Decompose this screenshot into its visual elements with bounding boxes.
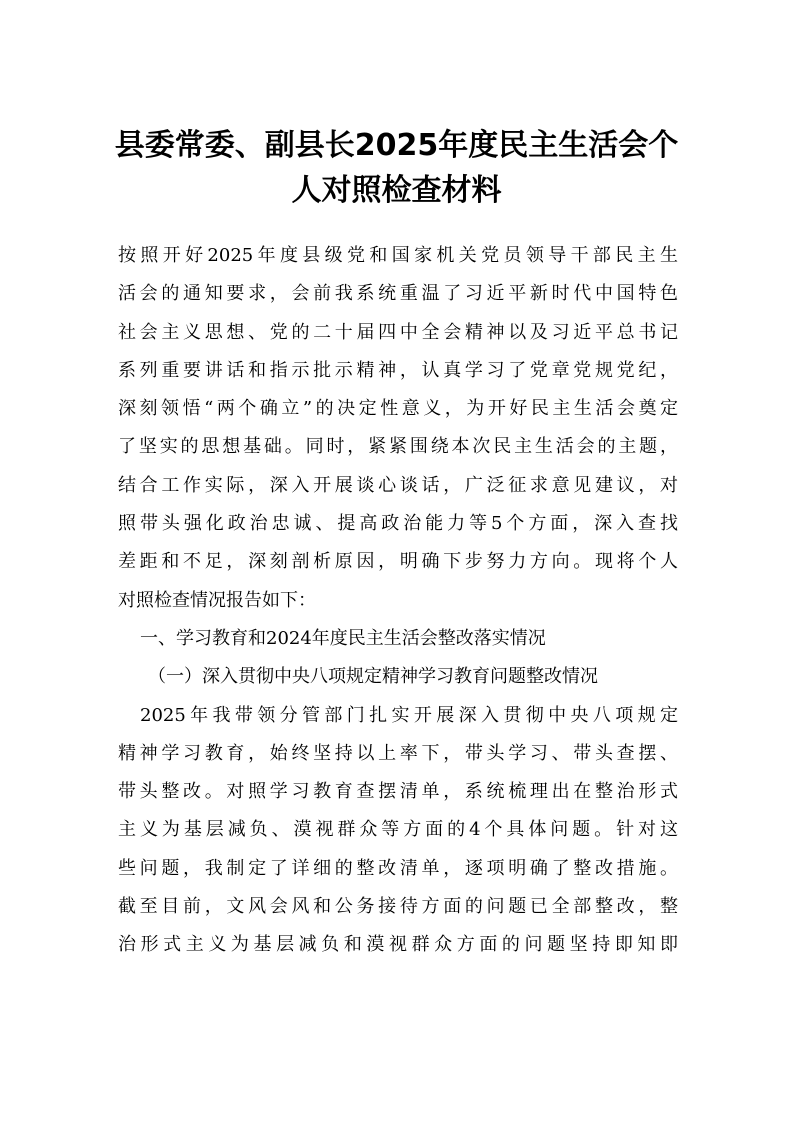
body-line: 对照检查情况报告如下： [118, 589, 316, 611]
body-line: 治形式主义为基层减负和漠视群众方面的问题坚持即知即 [118, 934, 678, 956]
section-heading: 一、学习教育和2024年度民主生活会整改落实情况 [140, 627, 546, 649]
body-line: 系列重要讲话和指示批示精神，认真学习了党章党规党纪， [118, 359, 678, 381]
document-body [118, 237, 678, 965]
body-line: 社会主义思想、党的二十届四中全会精神以及习近平总书记 [118, 321, 678, 343]
body-line: 深刻领悟“两个确立”的决定性意义，为开好民主生活会奠定 [118, 398, 678, 420]
body-line: 带头整改。对照学习教育查摆清单，系统梳理出在整治形式 [118, 781, 678, 803]
body-line: 2025年我带领分管部门扎实开展深入贯彻中央八项规定 [140, 704, 678, 726]
subsection-heading: （一）深入贯彻中央八项规定精神学习教育问题整改情况 [148, 666, 598, 688]
document-title-line-1: 县委常委、副县长2025年度民主生活会个 [114, 128, 679, 163]
body-line: 差距和不足，深刻剖析原因，明确下步努力方向。现将个人 [118, 551, 678, 573]
body-line: 精神学习教育，始终坚持以上率下，带头学习、带头查摆、 [118, 742, 678, 764]
body-line: 按照开好2025年度县级党和国家机关党员领导干部民主生 [118, 245, 678, 266]
body-line: 活会的通知要求，会前我系统重温了习近平新时代中国特色 [118, 283, 678, 305]
body-line: 照带头强化政治忠诚、提高政治能力等5个方面，深入查找 [118, 513, 678, 535]
document-title-line-2: 人对照检查材料 [291, 173, 502, 208]
body-line: 截至目前，文风会风和公务接待方面的问题已全部整改，整 [118, 896, 678, 918]
body-line: 结合工作实际，深入开展谈心谈话，广泛征求意见建议，对 [118, 474, 678, 496]
body-line: 了坚实的思想基础。同时，紧紧围绕本次民主生活会的主题， [118, 436, 678, 458]
body-line: 主义为基层减负、漠视群众等方面的4个具体问题。针对这 [118, 819, 678, 841]
body-line: 些问题，我制定了详细的整改清单，逐项明确了整改措施。 [118, 857, 678, 879]
